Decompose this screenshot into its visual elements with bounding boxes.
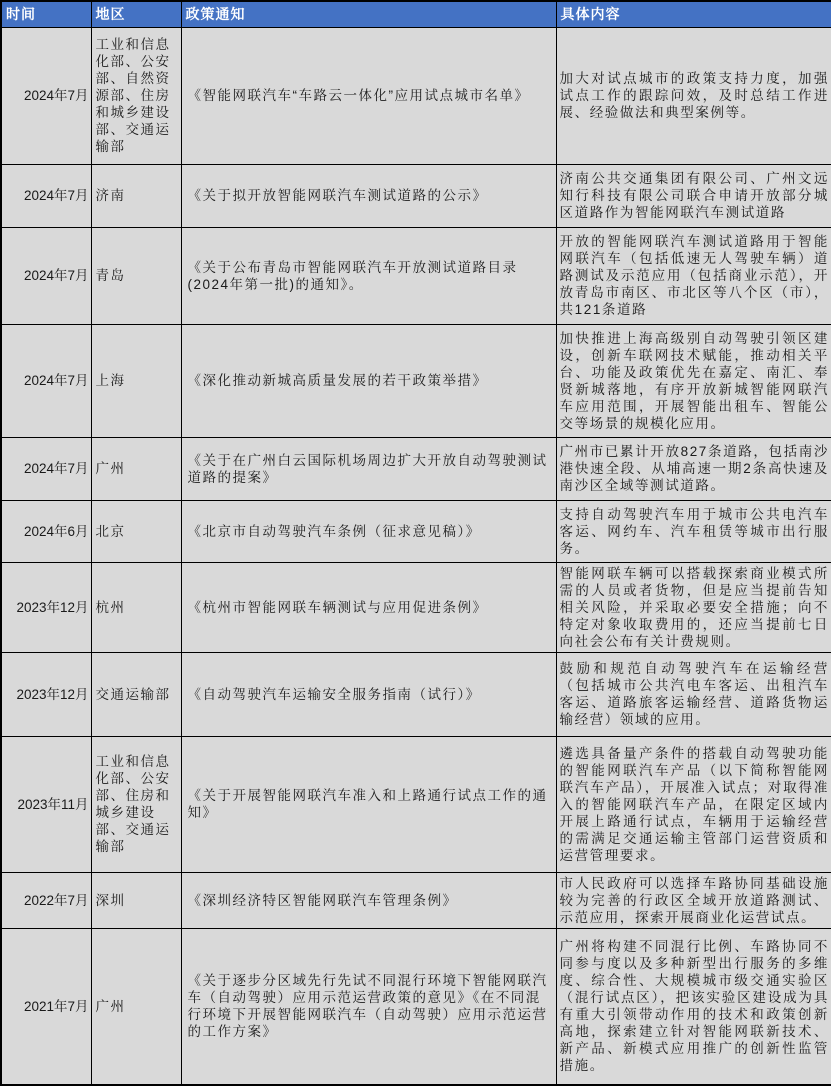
- cell-time: 2024年6月: [1, 500, 91, 562]
- cell-content: 支持自动驾驶汽车用于城市公共电汽车客运、网约车、汽车租赁等城市出行服务。: [556, 500, 831, 562]
- header-policy: 政策通知: [181, 1, 556, 27]
- cell-policy: 《关于开展智能网联汽车准入和上路通行试点工作的通知》: [181, 736, 556, 872]
- header-time: 时间: [1, 1, 91, 27]
- table-row: [1, 27, 831, 164]
- table-row: [1, 652, 831, 736]
- cell-content: 济南公共交通集团有限公司、广州文远知行科技有限公司联合申请开放部分城区道路作为智能网联汽车测试道路: [556, 164, 831, 227]
- cell-region: 深圳: [91, 872, 181, 928]
- cell-time: 2024年7月: [1, 324, 91, 437]
- cell-time: 2024年7月: [1, 227, 91, 324]
- cell-region: 上海: [91, 324, 181, 437]
- cell-time: 2021年7月: [1, 928, 91, 1085]
- table-row: [1, 562, 831, 652]
- cell-content: 广州市已累计开放827条道路，包括南沙港快速全段、从埔高速一期2条高快速及南沙区全域等测试道路。: [556, 437, 831, 500]
- cell-content: 广州将构建不同混行比例、车路协同不同参与度以及多种新型出行服务的多维度、综合性、大规模城市级交通实验区（混行试点区），把该实验区建设成为具有重大引领带动作用的技术和政策创新高地，探索建立针对智能网联新技术、新产品、新模式应用推广的创新性监管措施。: [556, 928, 831, 1085]
- cell-region: 交通运输部: [91, 652, 181, 736]
- cell-time: 2023年11月: [1, 736, 91, 872]
- cell-policy: 《北京市自动驾驶汽车条例（征求意见稿）》: [181, 500, 556, 562]
- table-row: [1, 437, 831, 500]
- table-row: [1, 227, 831, 324]
- cell-policy: 《关于公布青岛市智能网联汽车开放测试道路目录(2024年第一批)的通知》。: [181, 227, 556, 324]
- cell-content: 开放的智能网联汽车测试道路用于智能网联汽车（包括低速无人驾驶车辆）道路测试及示范应用（包括商业示范），开放青岛市南区、市北区等八个区（市），共121条道路: [556, 227, 831, 324]
- cell-time: 2023年12月: [1, 652, 91, 736]
- table-row: [1, 736, 831, 872]
- table-row: [1, 928, 831, 1085]
- cell-time: 2024年7月: [1, 437, 91, 500]
- cell-time: 2022年7月: [1, 872, 91, 928]
- cell-region: 济南: [91, 164, 181, 227]
- cell-policy: 《杭州市智能网联车辆测试与应用促进条例》: [181, 562, 556, 652]
- cell-region: 广州: [91, 437, 181, 500]
- header-row: [1, 1, 831, 27]
- cell-policy: 《深圳经济特区智能网联汽车管理条例》: [181, 872, 556, 928]
- cell-region: 广州: [91, 928, 181, 1085]
- cell-region: 工业和信息化部、公安部、住房和城乡建设部、交通运输部: [91, 736, 181, 872]
- table-row: [1, 164, 831, 227]
- cell-policy: 《深化推动新城高质量发展的若干政策举措》: [181, 324, 556, 437]
- cell-time: 2024年7月: [1, 164, 91, 227]
- cell-policy: 《自动驾驶汽车运输安全服务指南（试行）》: [181, 652, 556, 736]
- cell-content: 鼓励和规范自动驾驶汽车在运输经营（包括城市公共汽电车客运、出租汽车客运、道路旅客运输经营、道路货物运输经营）领域的应用。: [556, 652, 831, 736]
- cell-region: 青岛: [91, 227, 181, 324]
- cell-region: 工业和信息化部、公安部、自然资源部、住房和城乡建设部、交通运输部: [91, 27, 181, 164]
- cell-policy: 《智能网联汽车“车路云一体化”应用试点城市名单》: [181, 27, 556, 164]
- header-region: 地区: [91, 1, 181, 27]
- table-row: [1, 500, 831, 562]
- cell-policy: 《关于在广州白云国际机场周边扩大开放自动驾驶测试道路的提案》: [181, 437, 556, 500]
- cell-content: 市人民政府可以选择车路协同基础设施较为完善的行政区全域开放道路测试、示范应用，探索开展商业化运营试点。: [556, 872, 831, 928]
- header-content: 具体内容: [556, 1, 831, 27]
- cell-content: 遴选具备量产条件的搭载自动驾驶功能的智能网联汽车产品（以下简称智能网联汽车产品），开展准入试点；对取得准入的智能网联汽车产品，在限定区域内开展上路通行试点，车辆用于运输经营的需满足交通运输主管部门运营资质和运营管理要求。: [556, 736, 831, 872]
- cell-time: 2023年12月: [1, 562, 91, 652]
- cell-region: 杭州: [91, 562, 181, 652]
- cell-time: 2024年7月: [1, 27, 91, 164]
- table-row: [1, 324, 831, 437]
- table-row: [1, 872, 831, 928]
- cell-region: 北京: [91, 500, 181, 562]
- cell-content: 加大对试点城市的政策支持力度，加强试点工作的跟踪问效，及时总结工作进展、经验做法和典型案例等。: [556, 27, 831, 164]
- cell-content: 加快推进上海高级别自动驾驶引领区建设，创新车联网技术赋能，推动相关平台、功能及政策优先在嘉定、南汇、奉贤新城落地，有序开放新城智能网联汽车应用范围，开展智能出租车、智能公交等场景的规模化应用。: [556, 324, 831, 437]
- cell-content: 智能网联车辆可以搭载探索商业模式所需的人员或者货物，但是应当提前告知相关风险，并采取必要安全措施；向不特定对象收取费用的，还应当提前七日向社会公布有关计费规则。: [556, 562, 831, 652]
- cell-policy: 《关于逐步分区域先行先试不同混行环境下智能网联汽车（自动驾驶）应用示范运营政策的意见》《在不同混行环境下开展智能网联汽车（自动驾驶）应用示范运营的工作方案》: [181, 928, 556, 1085]
- cell-policy: 《关于拟开放智能网联汽车测试道路的公示》: [181, 164, 556, 227]
